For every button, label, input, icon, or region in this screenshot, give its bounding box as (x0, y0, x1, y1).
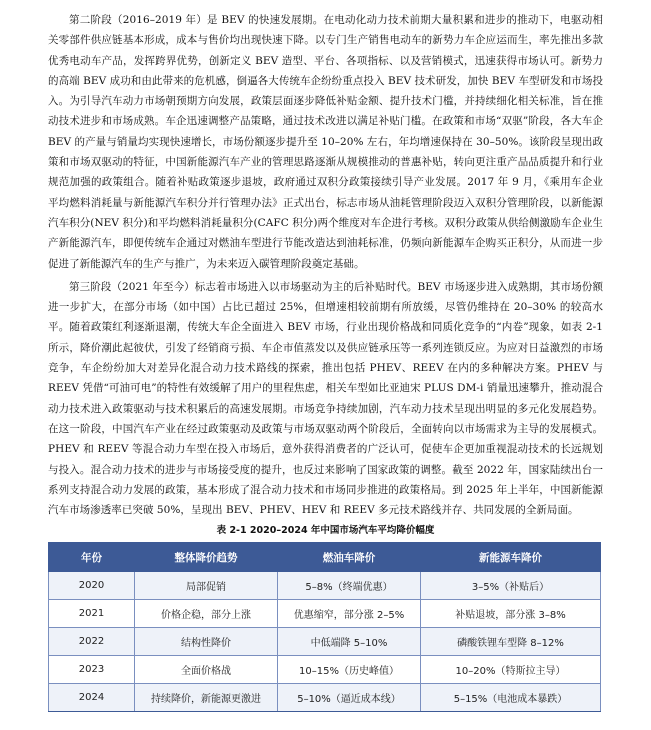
cell-year: 2021 (49, 600, 135, 628)
header-ice-price-cut: 燃油车降价 (278, 543, 421, 572)
cell-ice-price-cut: 5–10%（逼近成本线） (278, 684, 421, 712)
cell-nev-price-cut: 补贴退坡，部分涨 3–8% (421, 600, 601, 628)
table-row (49, 628, 601, 656)
table-header-row (49, 543, 601, 572)
table-caption: 表 2-1 2020–2024 年中国市场汽车平均降价幅度 (216, 525, 435, 537)
cell-nev-price-cut: 5–15%（电池成本暴跌） (421, 684, 601, 712)
cell-ice-price-cut: 5–8%（终端优惠） (278, 572, 421, 600)
cell-ice-price-cut: 中低端降 5–10% (278, 628, 421, 656)
cell-year: 2020 (49, 572, 135, 600)
table-row (49, 656, 601, 684)
cell-ice-price-cut: 优惠缩窄，部分涨 2–5% (278, 600, 421, 628)
cell-overall-trend: 价格企稳，部分上涨 (135, 600, 278, 628)
price-reduction-table (48, 542, 601, 712)
cell-overall-trend: 结构性降价 (135, 628, 278, 656)
header-nev-price-cut: 新能源车降价 (421, 543, 601, 572)
paragraph-stage-three: 第三阶段（2021 年至今）标志着市场进入以市场驱动为主的后补贴时代。BEV 市场逐步进入成熟期，其市场份额进一步扩大，在部分市场（如中国）占比已超过 25%，但增速相较前期有所放缓，尽管仍维持在 20–30% 的较高水平。随着政策红利逐渐退潮，传统大车企全面进入 BEV 市场，行业出现价格战和同质化竞争的“内卷”现象，如表 2-1 所示，降价潮此起彼伏，引发了经销商亏损、车企市值蒸发以及供应链承压等一系列连锁反应。为应对日益激烈的市场竞争，车企纷纷加大对差异化混合动力技术路线的探索，推出包括 PHEV、REEV 在内的多种解决方案。PHEV 与 REEV 凭借“可油可电”的特性有效缓解了用户的里程焦虑，相关车型如比亚迪宋 PLUS DM-i 销量迅速攀升，推动混合动力技术进入政策驱动与技术积累后的高速发展期。市场竞争持续加剧，汽车动力技术呈现出明显的多元化发展趋势。在这一阶段，中国汽车产业在经过政策驱动及政策与市场双驱动两个阶段后，全面转向以市场需求为主导的发展模式。PHEV 和 REEV 等混合动力车型在投入市场后，意外获得消费者的广泛认可，促使车企更加重视混动技术的长远规划与投入。混合动力技术的进步与市场接受度的提升，也反过来影响了国家政策的调整。截至 2022 年，国家陆续出台一系列支持混合动力发展的政策，基本形成了混合动力技术和市场同步推进的政策格局。到 2025 年上半年，中国新能源汽车市场渗透率已突破 50%，呈现出 BEV、PHEV、HEV 和 REEV 多元技术路线并存、共同发展的全新局面。 (48, 280, 603, 517)
cell-overall-trend: 局部促销 (135, 572, 278, 600)
header-year: 年份 (49, 543, 135, 572)
cell-nev-price-cut: 10–20%（特斯拉主导） (421, 656, 601, 684)
cell-year: 2024 (49, 684, 135, 712)
paragraph-stage-two: 第二阶段（2016–2019 年）是 BEV 的快速发展期。在电动化动力技术前期大量积累和进步的推动下，电驱动相关零部件供应链基本形成，成本与售价均出现快速下降。以专门生产销售电动车的新势力车企应运而生，率先推出多款优秀电动车产品，发挥跨界优势，创新定义 BEV 造型、平台、各项指标、以及营销模式，迅速获得市场认可。新势力的高端 BEV 成功和由此带来的危机感，倒逼各大传统车企纷纷重点投入 BEV 技术研发，加快 BEV 车型研发和市场投入。为引导汽车动力市场朝预期方向发展，政策层面逐步降低补贴金额、提升技术门槛，并持续细化相关标准，旨在推动技术进步和市场成熟。车企迅速调整产品策略，通过技术改进以满足补贴门槛。在政策和市场“双驱”阶段，各大车企 BEV 的产量与销量均实现快速增长，市场份额逐步提升至 10–20% 左右，年均增速保持在 30–50%。该阶段呈现出政策和市场双驱动的特征，中国新能源汽车产业的管理思路逐渐从规模推动的普惠补贴，转向更注重产品品质提升和行业规范加强的政策组合。随着补贴政策逐步退坡，政府通过双积分政策接续引导产业发展。2017 年 9 月，《乘用车企业平均燃料消耗量与新能源汽车积分并行管理办法》正式出台，标志市场从油耗管理阶段迈入双积分管理阶段，以新能源汽车积分(NEV 积分)和平均燃料消耗量积分(CAFC 积分)两个维度对车企进行考核。双积分政策从供给侧激励车企业生产新能源汽车，即便传统车企通过对燃油车型进行节能改造达到油耗标准，仍频向新能源车企购买正积分，从而进一步促进了新能源汽车的生产与推广，为未来迈入碳管理阶段奠定基础。 (48, 14, 603, 270)
table-row (49, 600, 601, 628)
cell-overall-trend: 持续降价，新能源更激进 (135, 684, 278, 712)
cell-year: 2022 (49, 628, 135, 656)
cell-overall-trend: 全面价格战 (135, 656, 278, 684)
table-row (49, 572, 601, 600)
table-row (49, 684, 601, 712)
header-overall-trend: 整体降价趋势 (135, 543, 278, 572)
cell-nev-price-cut: 3–5%（补贴后） (421, 572, 601, 600)
cell-nev-price-cut: 磷酸铁锂车型降 8–12% (421, 628, 601, 656)
cell-ice-price-cut: 10–15%（历史峰值） (278, 656, 421, 684)
cell-year: 2023 (49, 656, 135, 684)
